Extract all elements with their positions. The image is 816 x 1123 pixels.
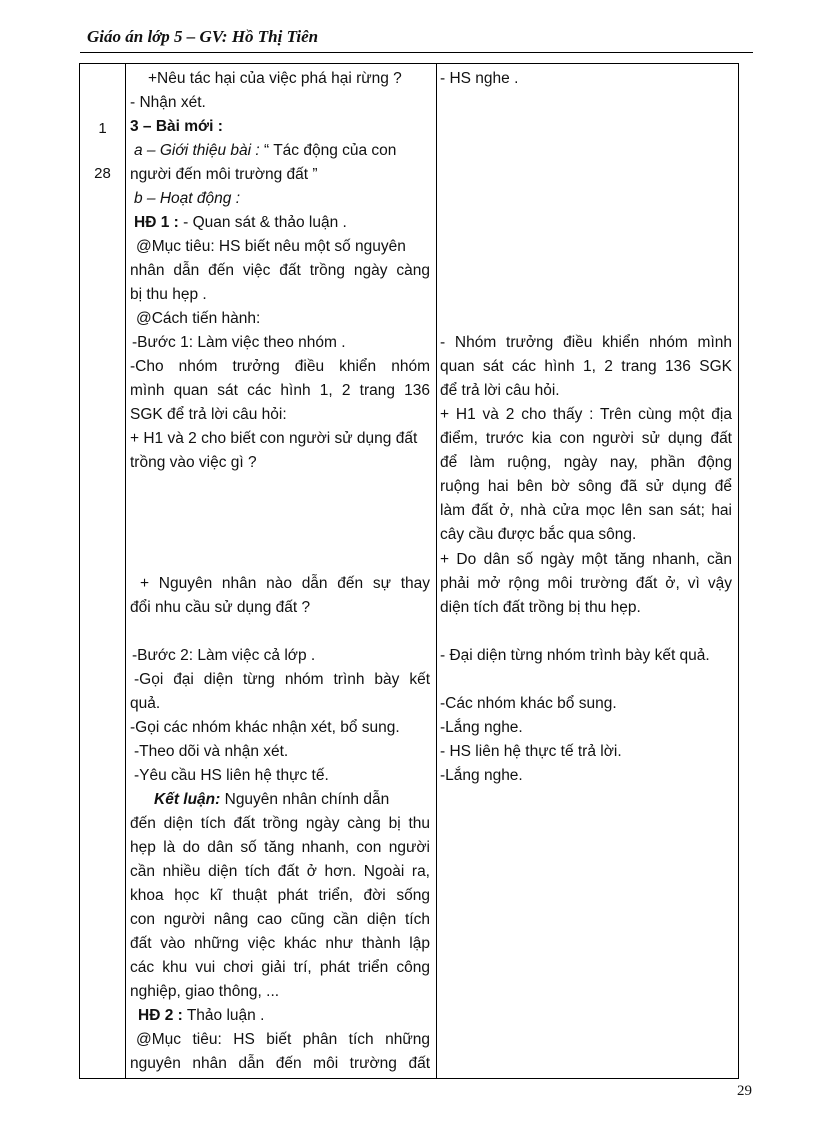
text-line: -Gọi đại diện từng nhóm trình bày kết: [134, 671, 430, 688]
text-line: -Lắng nghe.: [440, 767, 523, 784]
text-line: + Nguyên nhân nào dẫn đến sự thay: [140, 575, 430, 592]
text-line: -Yêu cầu HS liên hệ thực tế.: [134, 767, 329, 784]
text-line: diện tích đất trồng bị thu hẹp.: [440, 599, 641, 616]
text-line: con người nâng cao cũng cần diện tích: [130, 911, 430, 928]
text-line: người đến môi trường đất ”: [130, 166, 318, 183]
text-line: điểm, trước kia con người sử dụng đất: [440, 430, 732, 447]
section-heading: 3 – Bài mới :: [130, 118, 223, 135]
text-line: SGK để trả lời câu hỏi:: [130, 406, 287, 423]
text-line: + Do dân số ngày một tăng nhanh, cần: [440, 551, 732, 568]
text-line: [154, 788, 430, 812]
text-line: -Lắng nghe.: [440, 719, 523, 736]
text-line: @Cách tiến hành:: [136, 310, 261, 327]
text-line: mình quan sát các hình 1, 2 trang 136: [130, 382, 430, 399]
text-line: đất vào những việc khác như thành lập: [130, 935, 430, 952]
conclusion-label: Kết luận:: [154, 791, 221, 808]
text-line: - HS liên hệ thực tế trả lời.: [440, 743, 622, 760]
text-line: nguyên nhân dẫn đến môi trường đất: [130, 1055, 430, 1072]
text-line: làm đất ở, nhà cửa mọc lên san sát; hai: [440, 502, 732, 519]
conclusion-text: Nguyên nhân chính dẫn: [220, 791, 390, 808]
text-line: quả.: [130, 695, 161, 712]
column-divider-left: [125, 64, 126, 1078]
text-line: đổi nhu cầu sử dụng đất ?: [130, 599, 311, 616]
text-line: ruộng hai bên bờ sông đã sử dụng để: [440, 478, 732, 495]
text-line: + H1 và 2 cho biết con người sử dụng đất: [130, 430, 418, 447]
text-line: - HS nghe .: [440, 70, 519, 87]
text-line: [138, 1004, 430, 1028]
lesson-title: “ Tác động của con: [259, 142, 397, 159]
text-line: các khu vui chơi giải trí, phát triển công: [130, 959, 430, 976]
activity-title: - Quan sát & thảo luận .: [178, 214, 347, 231]
text-line: đến diện tích đất trồng ngày càng bị thu: [130, 815, 430, 832]
lesson-plan-table: [79, 63, 739, 1079]
activity-label: HĐ 2 :: [138, 1007, 183, 1024]
text-line: -Theo dõi và nhận xét.: [134, 743, 289, 760]
text-line: [134, 139, 430, 163]
text-line: bị thu hẹp .: [130, 286, 207, 303]
text-line: hẹp là do dân số tăng nhanh, con người: [130, 839, 430, 856]
time-value: 28: [94, 165, 111, 182]
text-line: khoa học kĩ thuật phát triển, đời sống: [130, 887, 430, 904]
text-line: @Mục tiêu: HS biết phân tích những: [136, 1031, 430, 1048]
text-line: trồng vào việc gì ?: [130, 454, 257, 471]
header-rule: [80, 52, 753, 53]
text-line: + H1 và 2 cho thấy : Trên cùng một địa: [440, 406, 732, 423]
text-line: +Nêu tác hại của việc phá hại rừng ?: [148, 70, 402, 87]
text-line: phải mở rộng môi trường đất ở, vì vậy: [440, 575, 732, 592]
document-header: Giáo án lớp 5 – GV: Hồ Thị Tiên: [87, 27, 319, 46]
text-line: - Nhóm trưởng điều khiển nhóm mình: [440, 334, 732, 351]
text-line: - Nhận xét.: [130, 94, 206, 111]
activity-label: HĐ 1 :: [134, 214, 179, 231]
column-divider-right: [436, 64, 437, 1078]
subheading-intro: a – Giới thiệu bài :: [134, 142, 260, 159]
text-line: cây cầu được bắc qua sông.: [440, 526, 637, 543]
text-line: @Mục tiêu: HS biết nêu một số nguyên: [136, 238, 406, 255]
text-line: [134, 211, 430, 235]
text-line: nhân dẫn đến việc đất trồng ngày càng: [130, 262, 430, 279]
time-value: 1: [98, 120, 107, 137]
text-line: để trả lời câu hỏi.: [440, 382, 560, 399]
text-line: -Bước 2: Làm việc cả lớp .: [132, 647, 316, 664]
text-line: -Cho nhóm trưởng điều khiển nhóm: [130, 358, 430, 375]
subheading-activities: b – Hoạt động :: [134, 190, 240, 207]
text-line: -Bước 1: Làm việc theo nhóm .: [132, 334, 346, 351]
activity-title: Thảo luận .: [182, 1007, 265, 1024]
text-line: để làm ruộng, ngày nay, phần động: [440, 454, 732, 471]
page-number: 29: [737, 1083, 752, 1099]
text-line: quan sát các hình 1, 2 trang 136 SGK: [440, 358, 732, 375]
text-line: - Đại diện từng nhóm trình bày kết quả.: [440, 647, 710, 664]
text-line: nghiệp, giao thông, ...: [130, 983, 280, 1000]
text-line: -Các nhóm khác bổ sung.: [440, 695, 617, 712]
text-line: cần nhiều diện tích đất ở hơn. Ngoài ra,: [130, 863, 430, 880]
text-line: -Gọi các nhóm khác nhận xét, bổ sung.: [130, 719, 400, 736]
